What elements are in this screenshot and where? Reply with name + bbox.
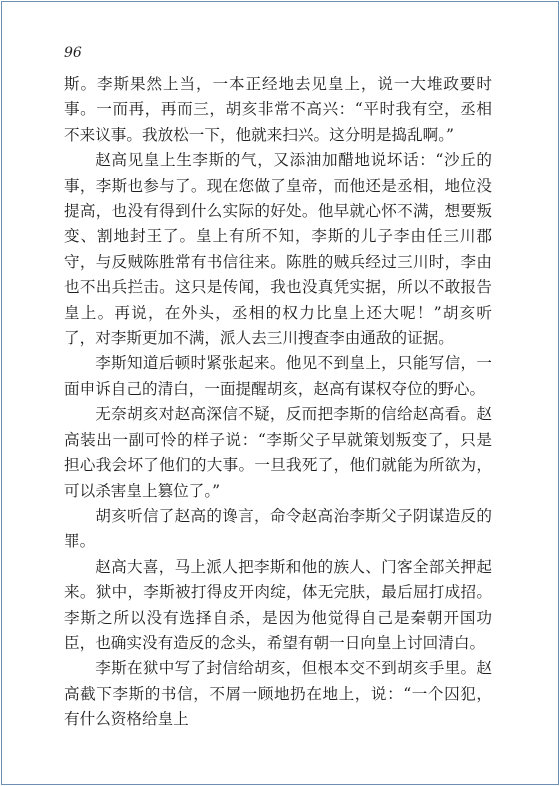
paragraph: 李斯在狱中写了封信给胡亥，但根本交不到胡亥手里。赵高截下李斯的书信，不屑一顾地扔在地上，说：“一个囚犯，有什么资格给皇上 — [64, 659, 492, 729]
paragraph: 赵高见皇上生李斯的气，又添油加醋地说坏话：“沙丘的事，李斯也参与了。现在您做了皇帝，而他还是丞相，地位没提高，也没有得到什么实际的好处。他早就心怀不满，想要叛变、割地封王了。皇上有所不知，李斯的儿子李由任三川郡守，与反贼陈胜常有书信往来。陈胜的贼兵经过三川时，李由也不出兵拦击。这只是传闻，我也没真凭实据，所以不敢报告皇上。再说，在外头，丞相的权力比皇上还大呢！”胡亥听了，对李斯更加不满，派人去三川搜查李由通敌的证据。 — [64, 151, 492, 348]
paragraph: 赵高大喜，马上派人把李斯和他的族人、门客全部关押起来。狱中，李斯被打得皮开肉绽，体无完肤，最后屈打成招。李斯之所以没有选择自杀，是因为他觉得自己是秦朝开国功臣，也确实没有造反的念头，希望有朝一日向皇上讨回清白。 — [64, 557, 492, 652]
paragraph: 李斯知道后顿时紧张起来。他见不到皇上，只能写信，一面申诉自己的清白，一面提醒胡亥，赵高有谋权夺位的野心。 — [64, 354, 492, 398]
paragraph: 斯。李斯果然上当，一本正经地去见皇上，说一大堆政要时事。一而再，再而三，胡亥非常不高兴：“平时我有空，丞相不来议事。我放松一下，他就来扫兴。这分明是捣乱啊。” — [64, 75, 492, 144]
paragraph: 无奈胡亥对赵高深信不疑，反而把李斯的信给赵高看。赵高装出一副可怜的样子说：“李斯父子早就策划叛变了，只是担心我会坏了他们的大事。一旦我死了，他们就能为所欲为，可以杀害皇上篡位了。” — [64, 405, 492, 500]
body-text — [64, 72, 492, 733]
page-number: 96 — [64, 45, 82, 61]
paragraph: 胡亥听信了赵高的谗言，命令赵高治李斯父子阴谋造反的罪。 — [64, 506, 492, 551]
page — [1, 1, 559, 785]
